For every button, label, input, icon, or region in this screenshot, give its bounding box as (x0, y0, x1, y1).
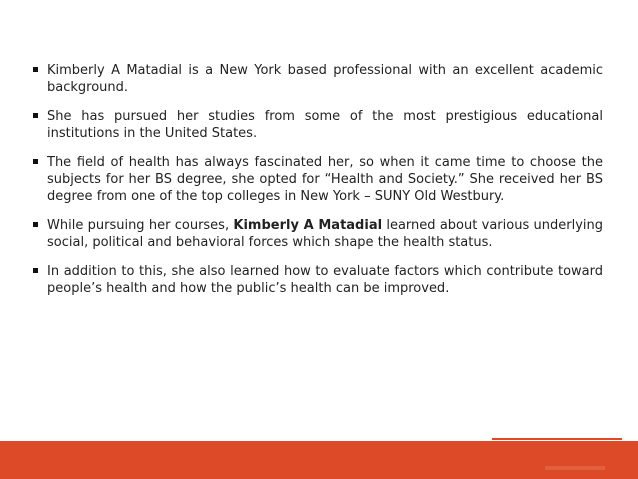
footer-accent-line (492, 438, 622, 440)
bullet-text-after: learned about various underlying social, political and behavioral forces which shape the health status. (47, 218, 603, 250)
bullet-item (30, 217, 603, 251)
square-bullet-icon (33, 159, 38, 164)
square-bullet-icon (33, 67, 38, 72)
bullet-text: In addition to this, she also learned how to evaluate factors which contribute toward people’s health and how the public’s health can be improved. (47, 264, 603, 296)
bullet-text: Kimberly A Matadial is a New York based professional with an excellent academic background. (47, 63, 603, 95)
bullet-item (30, 263, 603, 297)
bullet-item (30, 62, 603, 96)
square-bullet-icon (33, 113, 38, 118)
footer-page-marker (545, 466, 605, 470)
square-bullet-icon (33, 268, 38, 273)
bullet-item (30, 154, 603, 205)
bullet-item (30, 108, 603, 142)
footer-bar (0, 441, 638, 479)
bullet-text: She has pursued her studies from some of the most prestigious educational institutions in the United States. (47, 109, 603, 141)
bullet-list (30, 62, 603, 309)
bullet-text-name: Kimberly A Matadial (233, 218, 383, 233)
bullet-text: The field of health has always fascinated her, so when it came time to choose the subjects for her BS degree, she opted for “Health and Society.” She received her BS degree from one of the top colleges in New York – SUNY Old Westbury. (47, 155, 603, 204)
bullet-text-before: While pursuing her courses, (47, 218, 234, 233)
square-bullet-icon (33, 222, 38, 227)
